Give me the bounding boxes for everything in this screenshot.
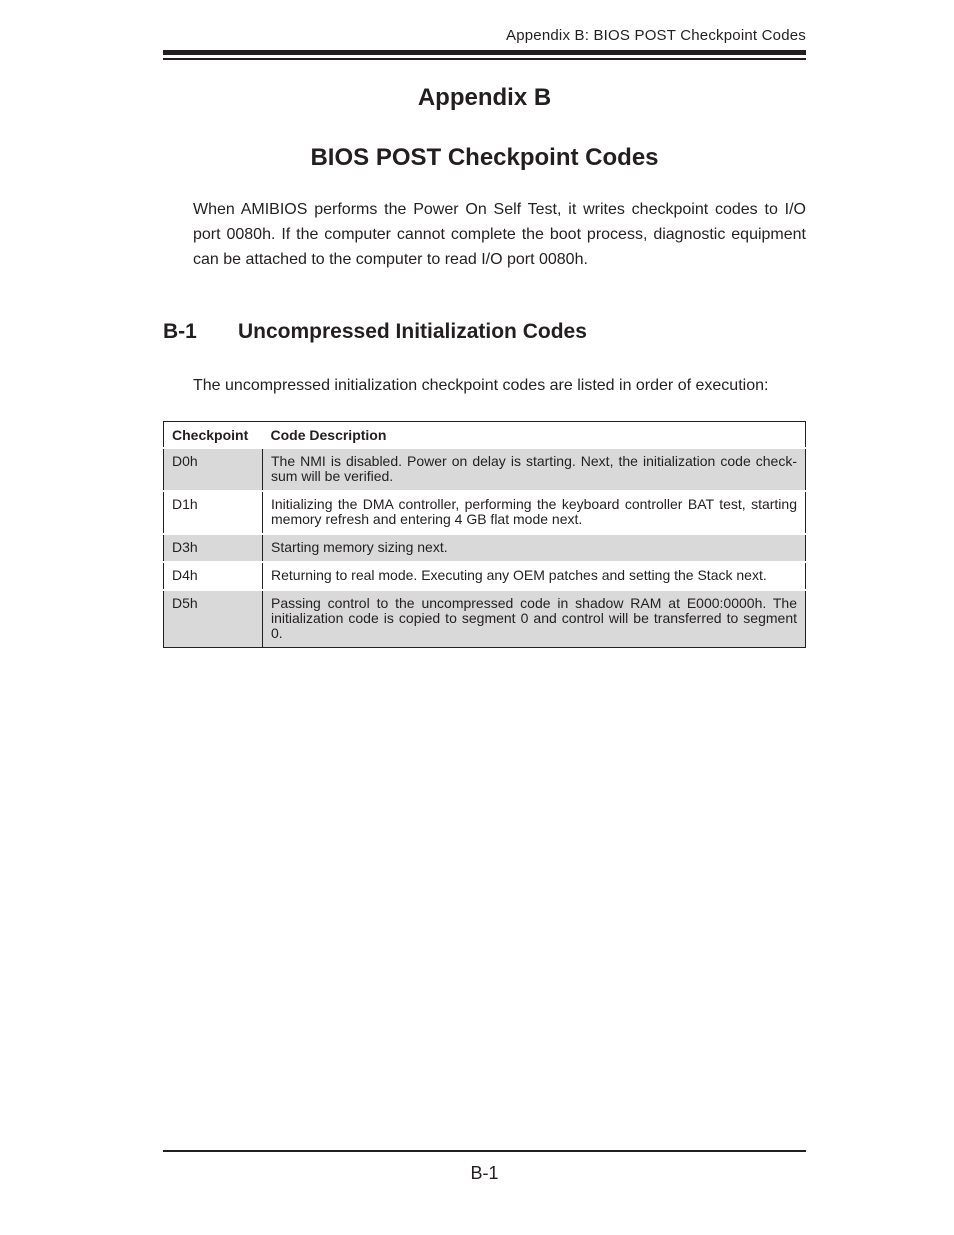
code-description: Returning to real mode. Executing any OEM patches and setting the Stack next. — [263, 562, 806, 590]
code-description: Passing control to the uncompressed code in shadow RAM at E000:0000h. The initialization code is copied to segment 0 and control will be transferred to segment 0. — [263, 590, 806, 648]
page-number: B-1 — [470, 1163, 499, 1183]
table-row — [164, 590, 806, 648]
table-header-row — [164, 422, 806, 449]
code-description: Starting memory sizing next. — [263, 534, 806, 562]
table-row — [164, 448, 806, 491]
checkpoint-table — [163, 421, 806, 648]
checkpoint-code: D3h — [164, 534, 263, 562]
section-lead: The uncompressed initialization checkpoint codes are listed in order of execution: — [193, 377, 769, 394]
header-rule-thin — [163, 58, 806, 60]
table-row — [164, 534, 806, 562]
table-row — [164, 491, 806, 534]
section-number: B-1 — [163, 320, 197, 343]
footer-rule — [163, 1150, 806, 1152]
column-header-checkpoint: Checkpoint — [164, 422, 263, 449]
checkpoint-code: D0h — [164, 448, 263, 491]
checkpoint-code: D5h — [164, 590, 263, 648]
code-description: Initializing the DMA controller, performing the keyboard controller BAT test, starting memory refresh and entering 4 GB flat mode next. — [263, 491, 806, 534]
intro-paragraph: When AMIBIOS performs the Power On Self Test, it writes checkpoint codes to I/O port 0080h. If the computer cannot complete the boot process, diagnostic equipment can be attached to the computer to read I/O port 0080h. — [193, 201, 806, 268]
header-rule-thick — [163, 50, 806, 55]
running-header: Appendix B: BIOS POST Checkpoint Codes — [506, 27, 806, 44]
chapter-title: BIOS POST Checkpoint Codes — [310, 144, 659, 171]
section-title: Uncompressed Initialization Codes — [238, 320, 587, 343]
code-description: The NMI is disabled. Power on delay is starting. Next, the initialization code check-sum will be verified. — [263, 448, 806, 491]
checkpoint-code: D1h — [164, 491, 263, 534]
column-header-description: Code Description — [263, 422, 806, 449]
checkpoint-code: D4h — [164, 562, 263, 590]
appendix-title: Appendix B — [417, 84, 552, 111]
table-row — [164, 562, 806, 590]
section-heading — [163, 320, 806, 344]
